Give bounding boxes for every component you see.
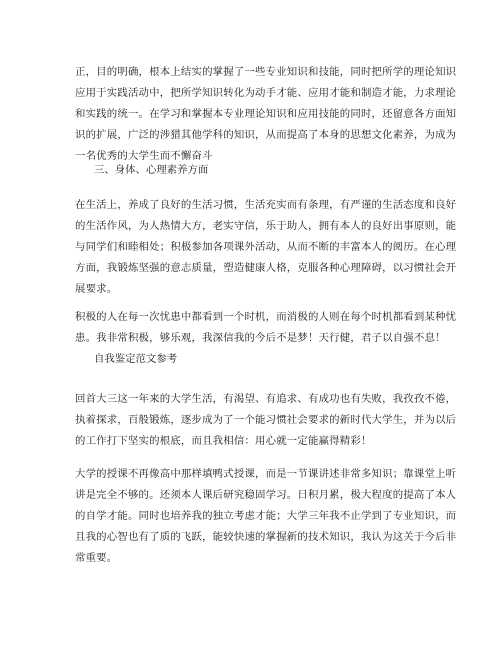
text-line: 正，目的明确，根本上结实的掌握了一些专业知识和技能，同时把所学的理论知识 [75,66,457,78]
section-heading-sample-self-evaluation: 自我鉴定范文参考 [94,353,178,365]
paragraph-life-habits [75,195,457,300]
text-line: 的工作打下坚实的根底，而且我相信：用心就一定能赢得精彩！ [75,435,372,447]
text-line: 且我的心智也有了质的飞跃，能较快速的掌握新的技术知识，我认为这关于今后非 [75,531,457,543]
text-line: 展要求。 [75,283,118,295]
paragraph-study-continuation [75,62,457,167]
text-line: 积极的人在每一次忧患中都看到一个时机，而消极的人则在每个时机都看到某种忧 [75,311,457,323]
text-line: 识的扩展，广泛的涉猎其他学科的知识，从而提高了本身的思想文化素养，为成为 [75,129,457,141]
text-line: 在生活上，养成了良好的生活习惯，生活充实而有条理，有严谨的生活态度和良好 [75,199,457,211]
text-line: 回首大三这一年来的大学生活，有渴望、有追求、有成功也有失败，我孜孜不倦， [75,393,457,405]
text-line: 的自学才能。同时也培养我的独立考虑才能；大学三年我不止学到了专业知识，而 [75,510,457,522]
text-line: 执着探求，百般锻炼，逐步成为了一个能习惯社会要求的新时代大学生，并为以后 [75,414,457,426]
text-line: 与同学们和睦相处；积极参加各项课外活动，从而不断的丰富本人的阅历。在心理 [75,241,457,253]
text-line: 应用于实践活动中，把所学知识转化为动手才能、应用才能和制造才能，力求理论 [75,87,457,99]
paragraph-junior-year-review [75,389,457,452]
text-line: 常重要。 [75,552,118,564]
text-line: 的生活作风，为人热情大方，老实守信，乐于助人，拥有本人的良好出事原则，能 [75,220,457,232]
text-line: 一名优秀的大学生而不懈奋斗 [75,150,213,162]
paragraph-optimism [75,307,457,349]
paragraph-university-teaching [75,464,457,569]
text-line: 方面，我锻炼坚强的意志质量，塑造健康人格，克服各种心理障碍，以习惯社会开 [75,262,457,274]
text-line: 讲是完全不够的。还须本人课后研究稳固学习。日积月累，极大程度的提高了本人 [75,489,457,501]
text-line: 大学的授课不再像高中那样填鸭式授课，而是一节课讲述非常多知识；靠课堂上听 [75,468,457,480]
text-line: 和实践的统一。在学习和掌握本专业理论知识和应用技能的同时，还留意各方面知 [75,108,457,120]
section-heading-physical-mental: 三、身体、心理素养方面 [94,164,209,176]
text-line: 患。我非常积极，够乐观，我深信我的今后不是梦！天行健，君子以自强不息！ [75,332,446,344]
